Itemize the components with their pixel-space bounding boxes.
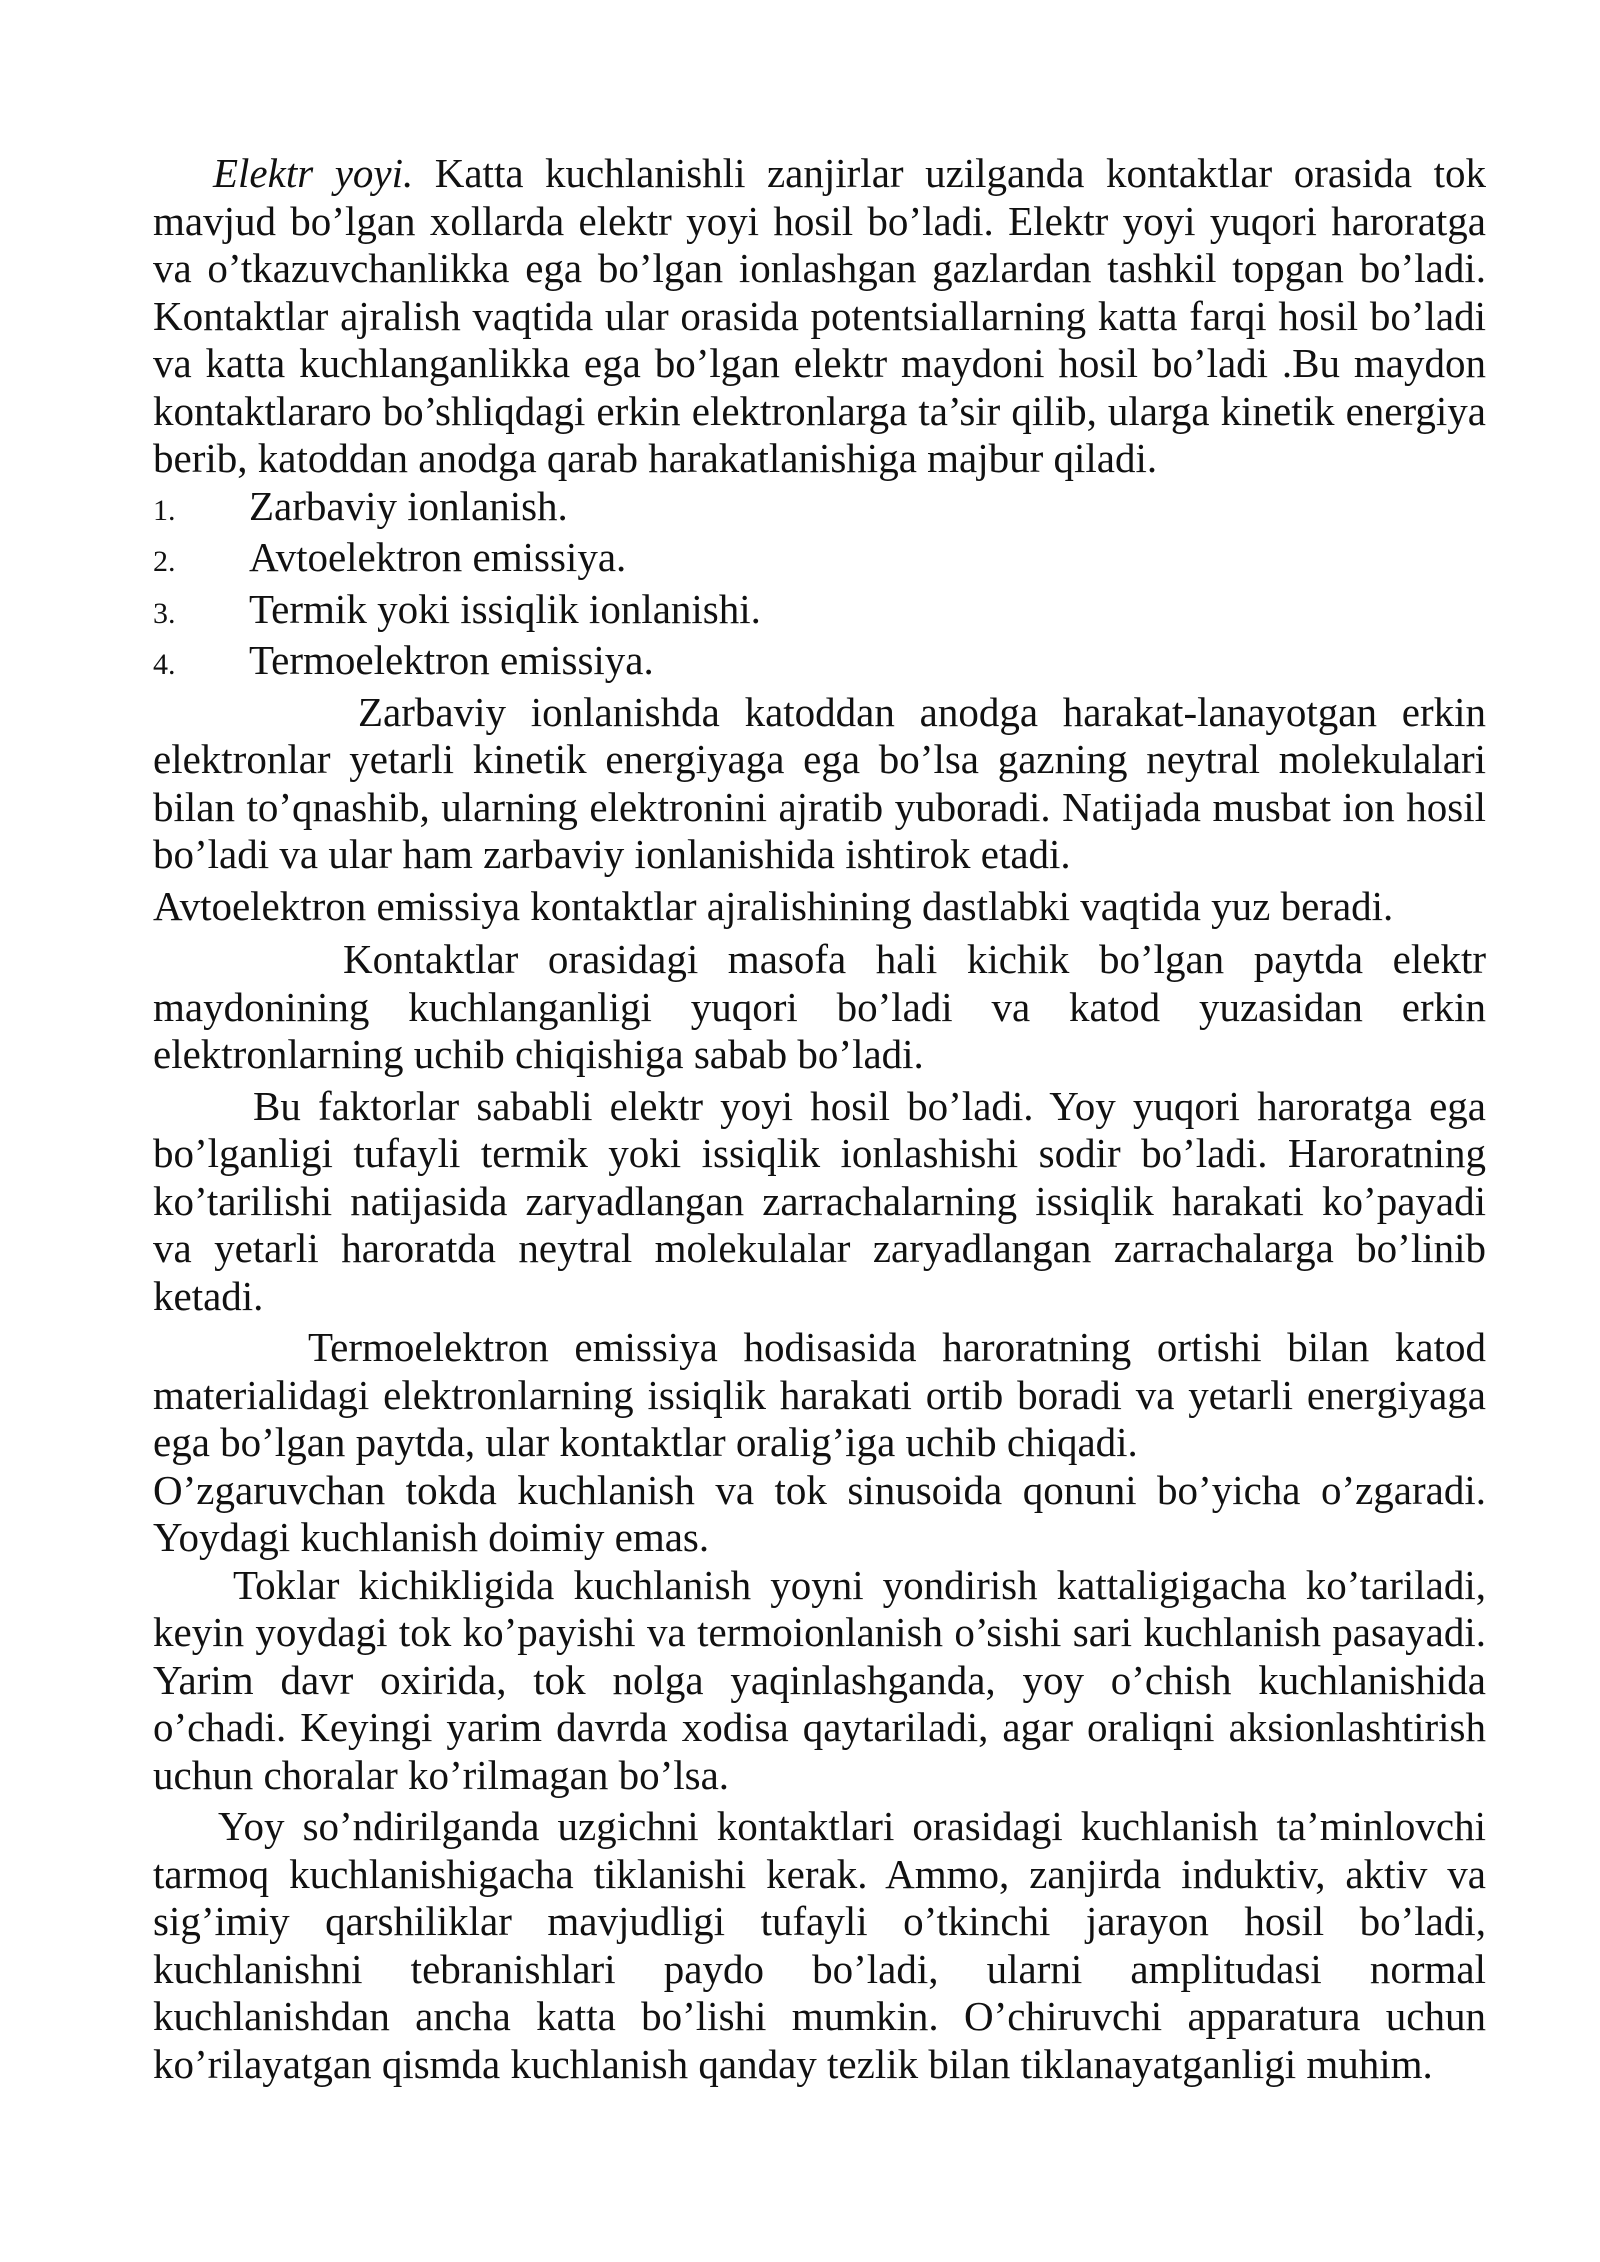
list-number: 1. [153,493,176,527]
paragraph-thermoelectron-emission: Termoelektron emissiya hodisasida haroratning ortishi bilan katod materialidagi elektronlarning issiqlik harakati ortib boradi va yetarli energiyaga ega bo’lgan paytda, ular kontaktlar oralig’iga uchib chiqadi. [153,1324,1486,1465]
ionization-list [153,483,1486,689]
list-item [153,586,1486,638]
list-item [153,534,1486,586]
document-body [153,150,1486,2088]
list-text: Avtoelektron emissiya. [249,534,627,580]
list-text: Zarbaviy ionlanish. [249,482,568,529]
list-number: 3. [153,596,176,630]
paragraph-autoelectron-emission: Avtoelektron emissiya kontaktlar ajralishining dastlabki vaqtida yuz beradi. [153,882,1394,929]
paragraph-arc-extinction: Yoy so’ndirilganda uzgichni kontaktlari orasidagi kuchlanish ta’minlovchi tarmoq kuchlanishigacha tiklanishi kerak. Ammo, zanjirda induktiv, aktiv va sig’imiy qarshiliklar mavjudligi tufayli o’tkinchi jarayon hosil bo’ladi, kuchlanishni tebranishlari paydo bo’ladi, ularni amplitudasi normal kuchlanishdan ancha katta bo’lishi mumkin. O’chiruvchi apparatura uchun ko’rilayatgan qismda kuchlanish qanday tezlik bilan tiklanayatganligi muhim. [153,1803,1486,2087]
intro-text: Katta kuchlanishli zanjirlar uzilganda kontaktlar orasida tok mavjud bo’lgan xollarda elektr yoyi hosil bo’ladi. Elektr yoyi yuqori haroratga va o’tkazuvchanlikka ega bo’lgan ionlashgan gazlardan tashkil topgan bo’ladi. Kontaktlar ajralish vaqtida ular orasida potentsiallarning katta farqi hosil bo’ladi va katta kuchlanganlikka ega bo’lgan elektr maydoni hosil bo’ladi .Bu maydon kontaktlararo bo’shliqdagi erkin elektronlarga ta’sir qilib, ularga kinetik energiya berib, katoddan anodga qarab harakatlanishiga majbur qiladi. [153,150,1486,481]
list-text: Termik yoki issiqlik ionlanishi. [249,585,761,632]
list-number: 2. [153,545,176,578]
list-number: 4. [153,648,176,681]
list-item [153,483,1486,535]
list-item [153,637,1486,689]
paragraph-impact-ionization: Zarbaviy ionlanishda katoddan anodga harakat-lanayotgan erkin elektronlar yetarli kinetik energiyaga ega bo’lsa gazning neytral molekulalari bilan to’qnashib, ularning elektronini ajratib yuboradi. Natijada musbat ion hosil bo’ladi va ular ham zarbaviy ionlanishida ishtirok etadi. [153,688,1486,877]
section-lead-term: Elektr yoyi. [213,150,414,196]
paragraph-small-currents: Toklar kichikligida kuchlanish yoyni yondirish kattaligigacha ko’tariladi, keyin yoydagi tok ko’payishi va termoionlanish o’sishi sari kuchlanish pasayadi. Yarim davr oxirida, tok nolga yaqinlashganda, yoy o’chish kuchlanishida o’chadi. Keyingi yarim davrda xodisa qaytariladi, agar oraliqni aksionlashtirish uchun choralar ko’rilmagan bo’lsa. [153,1561,1486,1798]
paragraph-contact-distance: Kontaktlar orasidagi masofa hali kichik bo’lgan paytda elektr maydonining kuchlanganligi yuqori bo’ladi va katod yuzasidan erkin elektronlarning uchib chiqishiga sabab bo’ladi. [153,936,1486,1077]
intro-paragraph [153,150,1486,483]
paragraph-thermal-ionization: Bu faktorlar sababli elektr yoyi hosil bo’ladi. Yoy yuqori haroratga ega bo’lganligi tufayli termik yoki issiqlik ionlashishi sodir bo’ladi. Haroratning ko’tarilishi natijasida zaryadlangan zarrachalarning issiqlik harakati ko’payadi va yetarli haroratda neytral molekulalar zaryadlangan zarrachalarga bo’linib ketadi. [153,1082,1486,1319]
paragraph-alternating-current: O’zgaruvchan tokda kuchlanish va tok sinusoida qonuni bo’yicha o’zgaradi. Yoydagi kuchlanish doimiy emas. [153,1466,1486,1560]
list-text: Termoelektron emissiya. [249,637,654,683]
